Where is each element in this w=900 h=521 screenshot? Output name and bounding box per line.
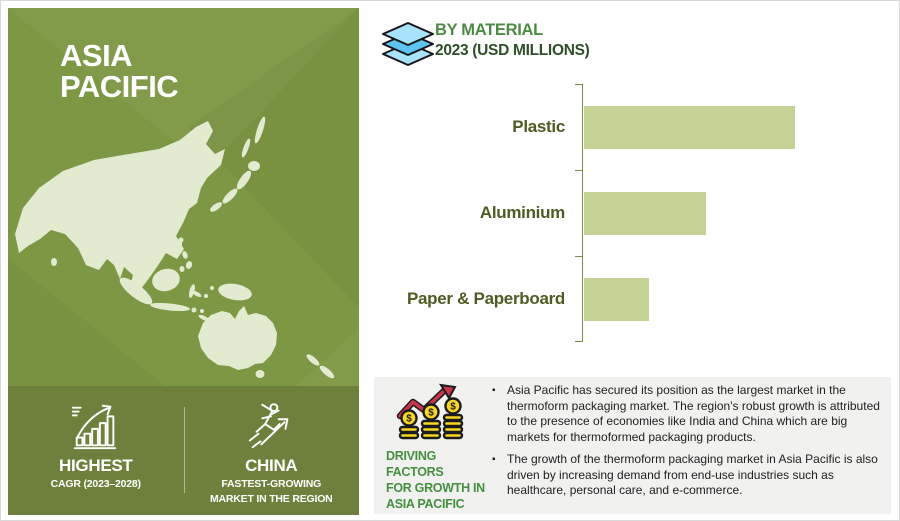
bullet-item	[492, 383, 886, 445]
svg-text:$: $	[450, 401, 456, 413]
chart-title: BY MATERIAL	[435, 21, 543, 39]
stat-subtext: FASTEST-GROWING	[221, 478, 322, 490]
coins-growth-icon	[394, 383, 470, 450]
chart-row	[381, 170, 841, 256]
stats-band	[8, 386, 359, 515]
driving-factors-line2: FOR GROWTH IN	[386, 481, 485, 495]
by-material-bar-chart	[381, 84, 841, 342]
bar-chart-growth-icon	[69, 399, 123, 453]
stat-subtext: CAGR (2023–2028)	[50, 478, 141, 490]
stat-china-fastest	[184, 386, 360, 515]
driving-factors-line1: DRIVING FACTORS	[386, 449, 444, 479]
page-title-line1: ASIA	[60, 38, 133, 73]
bar-plastic	[584, 106, 795, 149]
driving-factors-line3: ASIA PACIFIC	[386, 497, 465, 511]
svg-text:$: $	[406, 413, 412, 425]
category-label: Aluminium	[479, 203, 565, 222]
svg-text:$: $	[428, 407, 434, 419]
runner-growth-icon	[244, 399, 298, 453]
category-label: Plastic	[512, 117, 565, 136]
stat-heading: CHINA	[245, 456, 298, 475]
driving-factors-bullets	[492, 383, 886, 506]
bar-aluminium	[584, 192, 706, 235]
driving-factors-label	[386, 448, 496, 512]
stats-divider	[184, 407, 185, 493]
bullet-text: Asia Pacific has secured its position as the largest market in the thermoform packaging market. The region's robust growth is attributed to the presence of economies like India and China which are big markets for thermoformed packaging products.	[507, 383, 880, 444]
category-label: Paper & Paperboard	[406, 289, 565, 308]
page-title-line2: PACIFIC	[60, 69, 179, 104]
bullet-item	[492, 452, 886, 499]
stat-heading: HIGHEST	[59, 456, 133, 475]
bar-paper-paperboard	[584, 278, 649, 321]
stat-subtext: MARKET IN THE REGION	[209, 493, 333, 505]
chart-header	[435, 21, 590, 60]
chart-row	[381, 256, 841, 342]
bullet-text: The growth of the thermoform packaging market in Asia Pacific is also driven by increasing demand from end-use industries such as healthcare, personal care, and e-commerce.	[507, 452, 878, 497]
bullet-icon: ▪	[492, 385, 496, 396]
bullet-icon: ▪	[492, 454, 496, 465]
stat-highest-cagr	[8, 386, 184, 515]
page-title	[60, 40, 178, 102]
layers-icon	[379, 17, 437, 74]
driving-factors-panel	[374, 377, 891, 514]
chart-row	[381, 84, 841, 170]
chart-subtitle: 2023 (USD MILLIONS)	[435, 42, 590, 59]
region-panel	[8, 8, 359, 515]
